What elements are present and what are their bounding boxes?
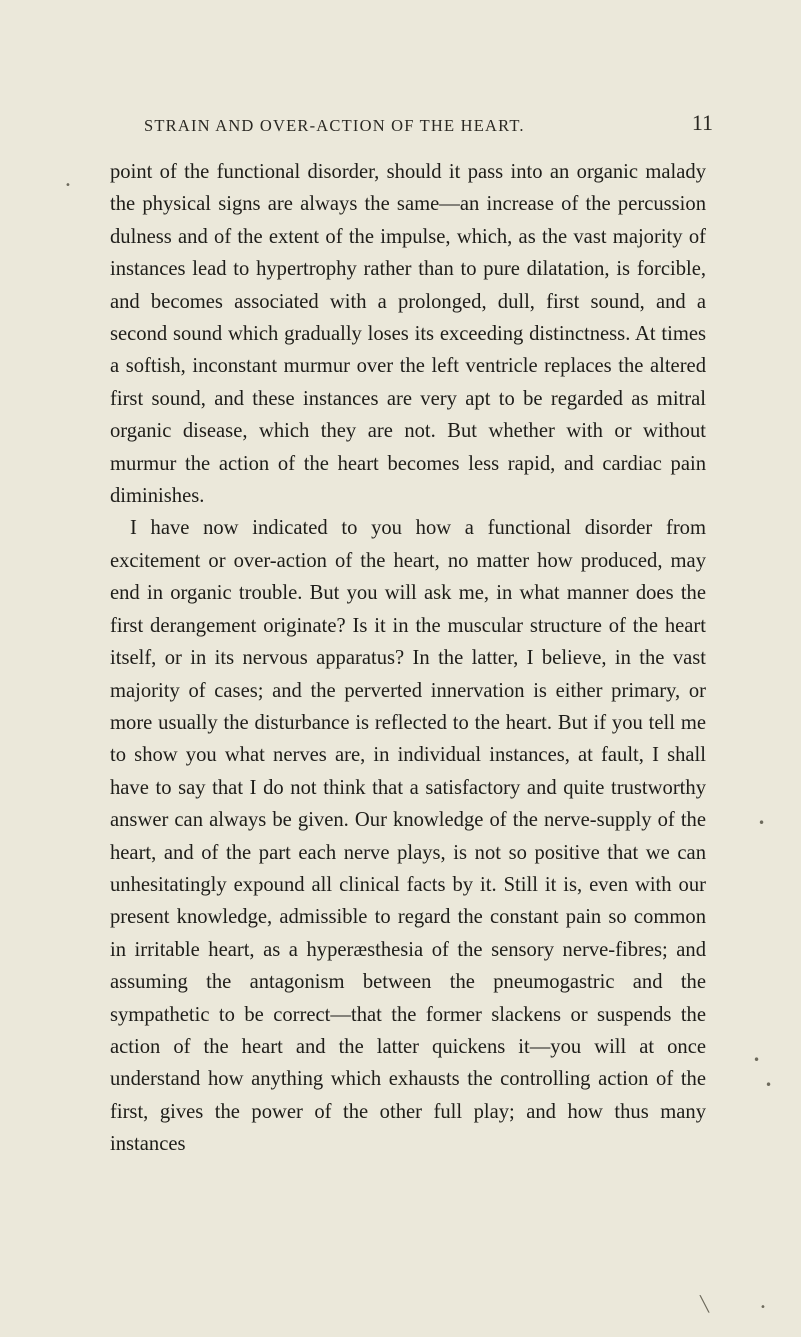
running-header	[117, 110, 713, 140]
stray-mark: ╲	[700, 1295, 710, 1313]
speck-mark: •	[758, 816, 766, 830]
page-number: 11	[691, 110, 713, 135]
body-text	[110, 156, 706, 1161]
paragraph: I have now indicated to you how a functional disorder from excitement or over-action of the heart, no matter how produced, may end in organic trouble. But you will ask me, in what manner does the first derangement originate? Is it in the muscular structure of the heart itself, or in its nervous apparatus? In the latter, I believe, in the vast majority of cases; and the perverted innervation is either primary, or more usually the disturbance is reflected to the heart. But if you tell me to show you what nerves are, in individual instances, at fault, I shall have to say that I do not think that a satisfactory and quite trustworthy answer can always be given. Our knowledge of the nerve-supply of the heart, and of the part each nerve plays, is not so positive that we can unhesitatingly expound all clinical facts by it. Still it is, even with our present knowledge, admissible to regard the constant pain so common in irritable heart, as a hyperæsthesia of the sensory nerve-fibres; and assuming the antagonism between the pneumogastric and the sympathetic to be correct—that the former slackens or suspends the action of the heart and the latter quickens it—you will at once understand how anything which exhausts the controlling action of the first, gives the power of the other full play; and how thus many instances	[110, 517, 706, 1156]
speck-mark: •	[753, 1053, 761, 1067]
speck-mark: •	[65, 180, 71, 191]
speck-mark: •	[765, 1078, 773, 1092]
paragraph: point of the functional disorder, should it pass into an organic malady the physical signs are always the same—an increase of the percussion dulness and of the extent of the impulse, which, as the vast majority of instances lead to hypertrophy rather than to pure dilatation, is forcible, and becomes associated with a prolonged, dull, first sound, and a second sound which gradually loses its exceeding distinctness. At times a softish, inconstant murmur over the left ventricle replaces the altered first sound, and these instances are very apt to be regarded as mitral organic disease, which they are not. But whether with or without murmur the action of the heart becomes less rapid, and cardiac pain diminishes.	[110, 161, 706, 508]
speck-mark: •	[760, 1302, 766, 1313]
running-title: STRAIN AND OVER-ACTION OF THE HEART.	[144, 116, 525, 135]
